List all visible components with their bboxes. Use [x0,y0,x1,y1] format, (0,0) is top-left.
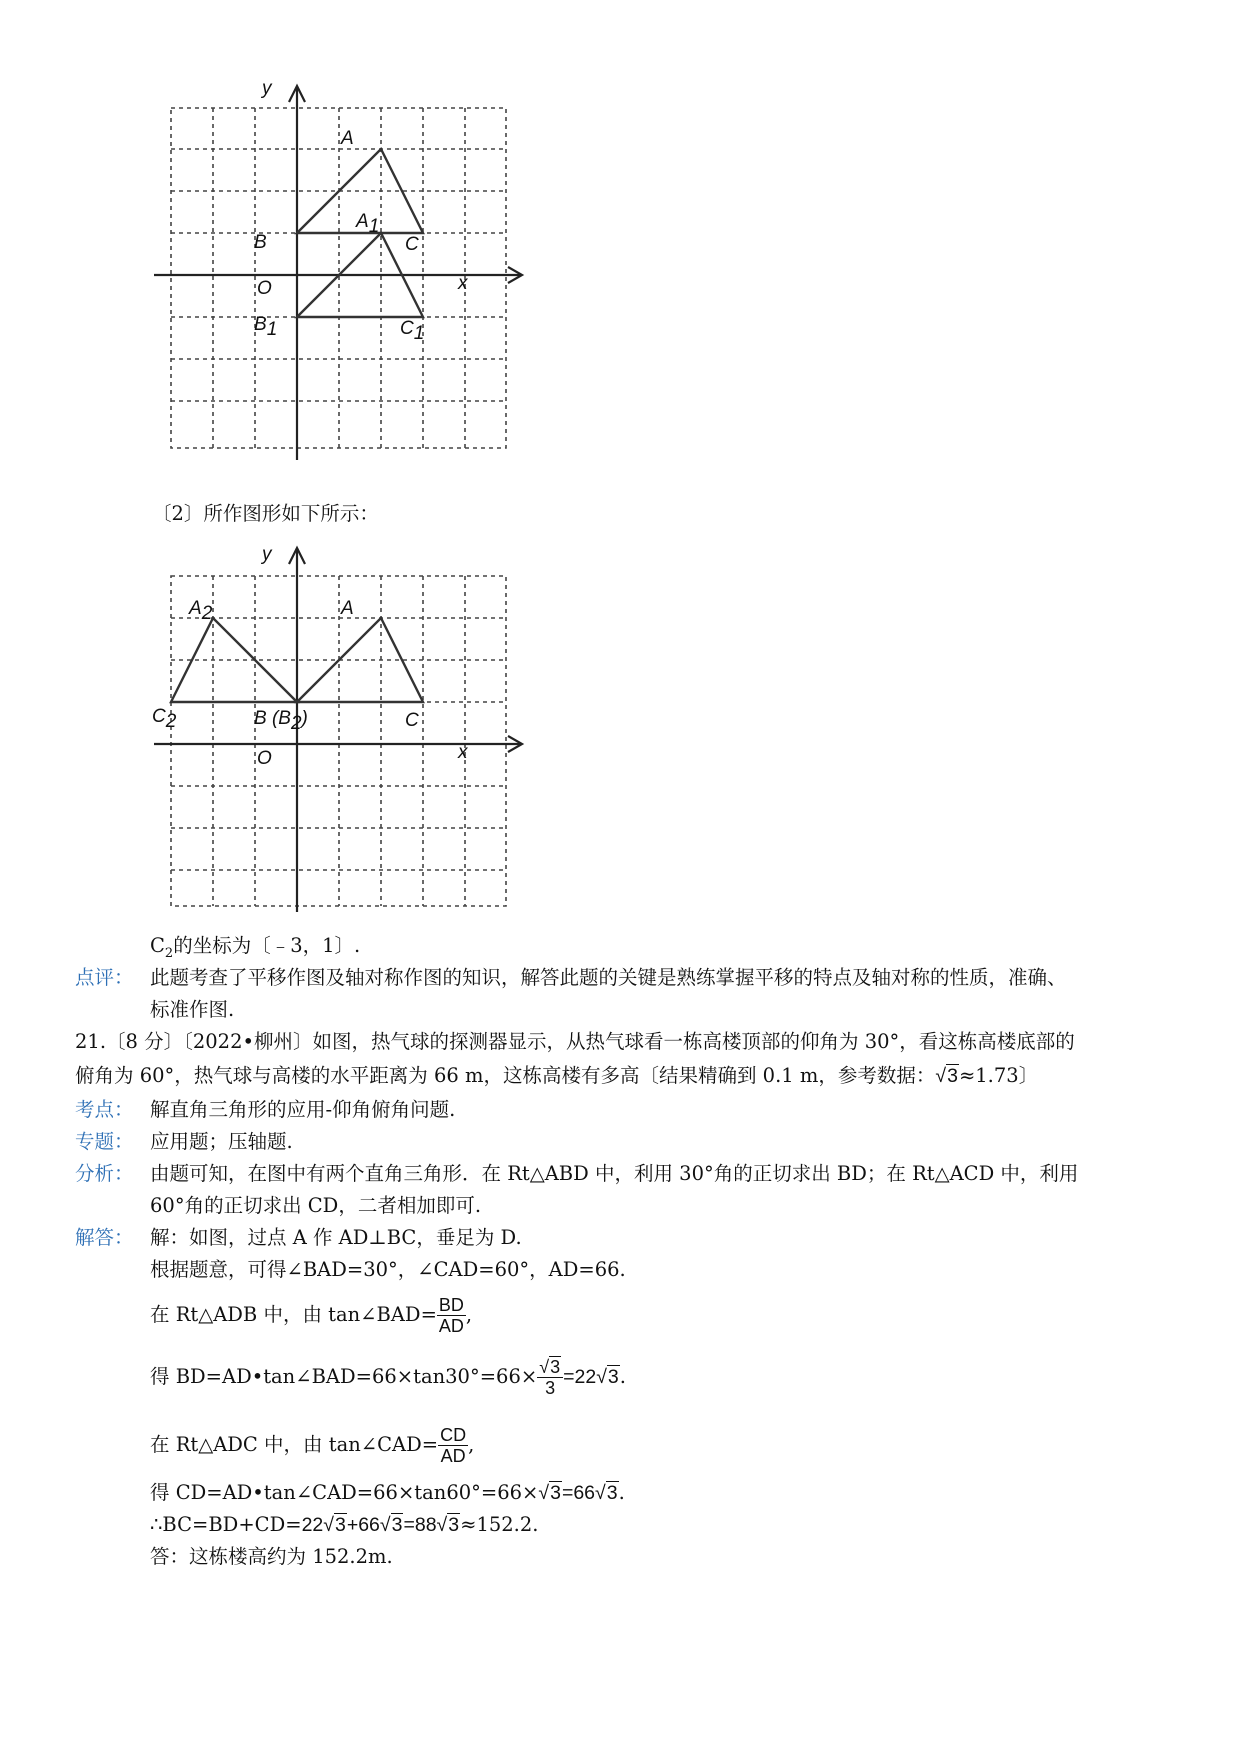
y-axis-label: y [262,544,272,565]
fraction-sqrt3-3: $\frac{√3}{3}$ [537,1357,563,1398]
jieda-answer: 答：这栋楼高约为 152.2m. [150,1545,393,1568]
point-a2-label: A2 [189,598,213,624]
jieda-line-7: ∴BC=BD+CD=22√3+66√3=88√3≈152.2. [150,1513,539,1536]
origin-label: O [257,748,272,769]
fraction-cd-ad: $\frac{CD}{AD}$ [440,1425,467,1466]
c2-coordinate-line: $C_2$的坐标为〔﹣3，1〕. [150,934,361,961]
jieda-line-5: 在 Rt△ADC 中，由 tan∠CAD= $\frac{CD}{AD}$ , [150,1425,475,1466]
point-a-label: A [341,598,354,619]
jieda-line-4: 得 BD=AD•tan∠BAD=66×tan30°=66× $\frac{√3}{3}$ =22√3. [150,1357,626,1398]
origin-label: O [257,278,272,299]
jieda-line-1: 解：如图，过点 A 作 AD⊥BC，垂足为 D. [150,1226,522,1249]
review-line-2: 标准作图. [150,998,235,1021]
review-line-1: 此题考查了平移作图及轴对称作图的知识，解答此题的关键是熟练掌握平移的特点及轴对称的性质，准确、 [150,966,1067,989]
point-b-b2-label: B (B2) [254,708,308,734]
zhuanti-text: 应用题；压轴题. [150,1130,293,1153]
fenxi-line-2: 60°角的正切求出 CD，二者相加即可. [150,1194,482,1217]
point-b-label: B [254,232,267,253]
point-c-label: C [405,234,419,255]
x-axis-label: x [458,742,468,763]
grid [171,108,506,448]
sqrt-3: √3 [935,1065,958,1087]
x-axis-label: x [458,273,468,294]
fenxi-line-1: 由题可知，在图中有两个直角三角形．在 Rt△ABD 中，利用 30°角的正切求出 BD；在 Rt△ACD 中，利用 [150,1162,1079,1185]
figure-reflection [140,534,540,914]
point-c2-label: C2 [152,706,177,732]
zhuanti-tag: 专题： [75,1130,134,1153]
jieda-tag: 解答： [75,1226,134,1249]
question-21-line-1: 21.〔8 分〕〔2022•柳州〕如图，热气球的探测器显示，从热气球看一栋高楼顶部的仰角为 30°，看这栋高楼底部的 [75,1030,1075,1053]
point-a-label: A [341,128,354,149]
jieda-line-3: 在 Rt△ADB 中，由 tan∠BAD= $\frac{BD}{AD}$ , [150,1295,473,1336]
question-21-line-2: 俯角为 60°，热气球与高楼的水平距离为 66 m，这栋高楼有多高〔结果精确到 0.1 m，参考数据：√3≈1.73〕 [75,1061,1038,1091]
review-tag: 点评： [75,966,134,989]
fraction-bd-ad: $\frac{BD}{AD}$ [438,1295,464,1336]
part2-caption: 〔2〕所作图形如下所示： [152,502,379,525]
y-axis-label: y [262,80,272,99]
jieda-line-6: 得 CD=AD•tan∠CAD=66×tan60°=66×√3=66√3. [150,1481,625,1504]
point-b1-label: B1 [254,314,278,340]
point-a1-label: A1 [356,211,380,237]
kaodian-tag: 考点： [75,1098,134,1121]
kaodian-text: 解直角三角形的应用-仰角俯角问题. [150,1098,456,1121]
jieda-line-2: 根据题意，可得∠BAD=30°，∠CAD=60°，AD=66. [150,1258,626,1281]
point-c1-label: C1 [400,318,425,344]
point-c-label: C [405,710,419,731]
figure-translation [140,80,540,460]
fenxi-tag: 分析： [75,1162,134,1185]
